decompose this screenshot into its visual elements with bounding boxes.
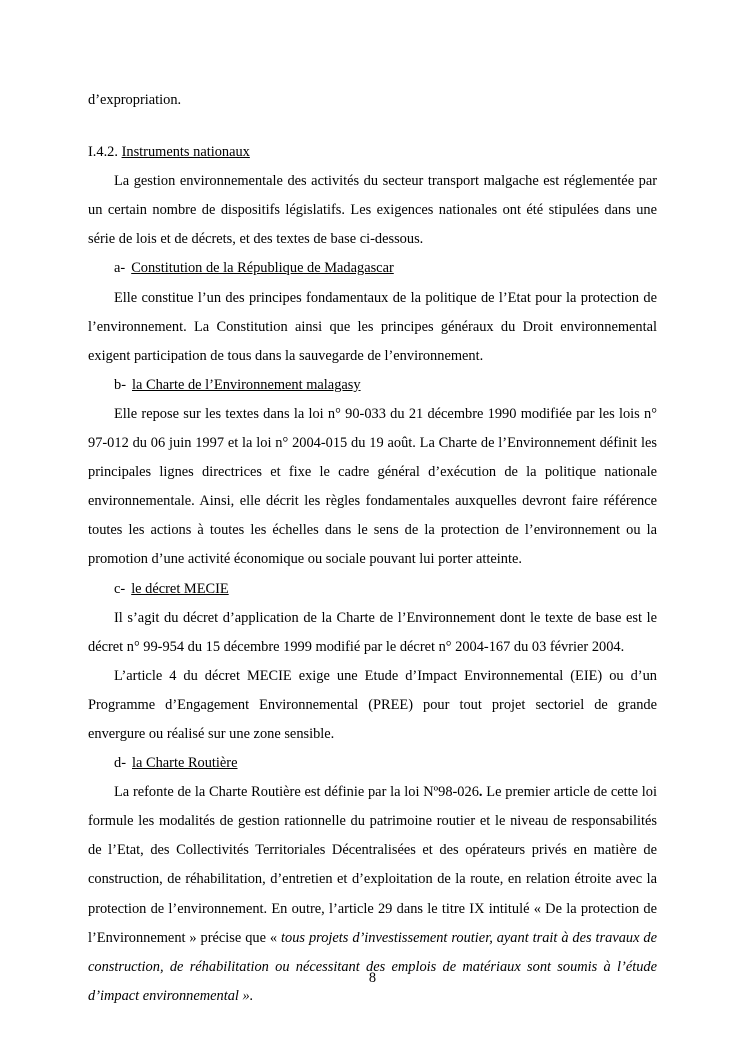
paragraph-constitution: Elle constitue l’un des principes fondamentaux de la politique de l’Etat pour la protection de l’environnement. La Constitution ainsi que les principes généraux du Droit environnemental exigent participation de tous dans la sauvegarde de l’environnement.	[88, 289, 657, 364]
paragraph-decret-mecie-2: L’article 4 du décret MECIE exige une Etude d’Impact Environnemental (EIE) ou d’un Programme d’Engagement Environnemental (PREE) pour tout projet sectoriel de grande envergure ou réalisé sur une zone sensible.	[88, 667, 657, 742]
list-title-d: la Charte Routière	[132, 755, 238, 772]
list-item-heading-d	[88, 749, 657, 778]
list-marker-d: d-	[114, 755, 126, 772]
list-item-heading-c	[88, 575, 657, 604]
list-item-heading-a	[88, 254, 657, 283]
section-number: I.4.2.	[88, 144, 122, 161]
document-body	[88, 86, 657, 1011]
list-title-a: Constitution de la République de Madagascar	[131, 260, 394, 277]
charte-routiere-text-1: La refonte de la Charte Routière est définie par la loi Nº98-026	[114, 784, 479, 801]
page-number: 8	[368, 970, 377, 986]
list-marker-c: c-	[114, 580, 126, 597]
paragraph-gestion-environnementale: La gestion environnementale des activités du secteur transport malgache est réglementée par un certain nombre de dispositifs législatifs. Les exigences nationales ont été stipulées dans une série de lois et de décrets, et des textes de base ci-dessous.	[88, 173, 657, 248]
charte-routiere-text-2: Le premier article de cette loi formule les modalités de gestion rationnelle du patrimoine routier et le niveau de responsabilités de l’Etat, des Collectivités Territoriales Décentralisées et des opérateurs privés en matière de construction, de réhabilitation, d’entretien et d’exploitation de la route, en relation étroite avec la protection de l’environnement. En outre, l’article 29 dans le titre IX intitulé « De la protection de l’Environnement » précise que «	[88, 784, 657, 946]
paragraph-decret-mecie-1: Il s’agit du décret d’application de la Charte de l’Environnement dont le texte de base est le décret n° 99-954 du 15 décembre 1999 modifié par le décret n° 2004-167 du 03 février 2004.	[88, 609, 657, 655]
charte-routiere-quote-italic: tous projets d’investissement routier, ayant trait à des travaux de construction, de réhabilitation ou nécessitant des emplois de matériaux sont soumis à l’étude d’impact environnemental	[88, 929, 658, 1004]
section-title: Instruments nationaux	[121, 144, 250, 161]
list-item-heading-b	[88, 371, 657, 400]
list-marker-b: b-	[114, 376, 126, 393]
list-marker-a: a-	[114, 260, 126, 277]
charte-routiere-text-3: ».	[238, 987, 254, 1004]
paragraph-expropriation: d’expropriation.	[88, 92, 182, 108]
paragraph-charte-environnement: Elle repose sur les textes dans la loi n° 90-033 du 21 décembre 1990 modifiée par les lois n° 97-012 du 06 juin 1997 et la loi n° 2004-015 du 19 août. La Charte de l’Environnement définit les principales lignes directrices et fixe le cadre général d’exécution de la politique nationale environnementale. Ainsi, elle décrit les règles fondamentales auxquelles devront faire référence toutes les actions à toutes les échelles dans le sens de la protection de l’environnement ou la promotion d’une activité économique ou sociale pouvant lui porter atteinte.	[88, 405, 657, 568]
section-heading-142	[88, 138, 657, 167]
list-title-b: la Charte de l’Environnement malagasy	[132, 376, 361, 393]
list-title-c: le décret MECIE	[131, 580, 229, 597]
spacer	[88, 115, 657, 126]
charte-routiere-bold-period: .	[478, 784, 483, 801]
